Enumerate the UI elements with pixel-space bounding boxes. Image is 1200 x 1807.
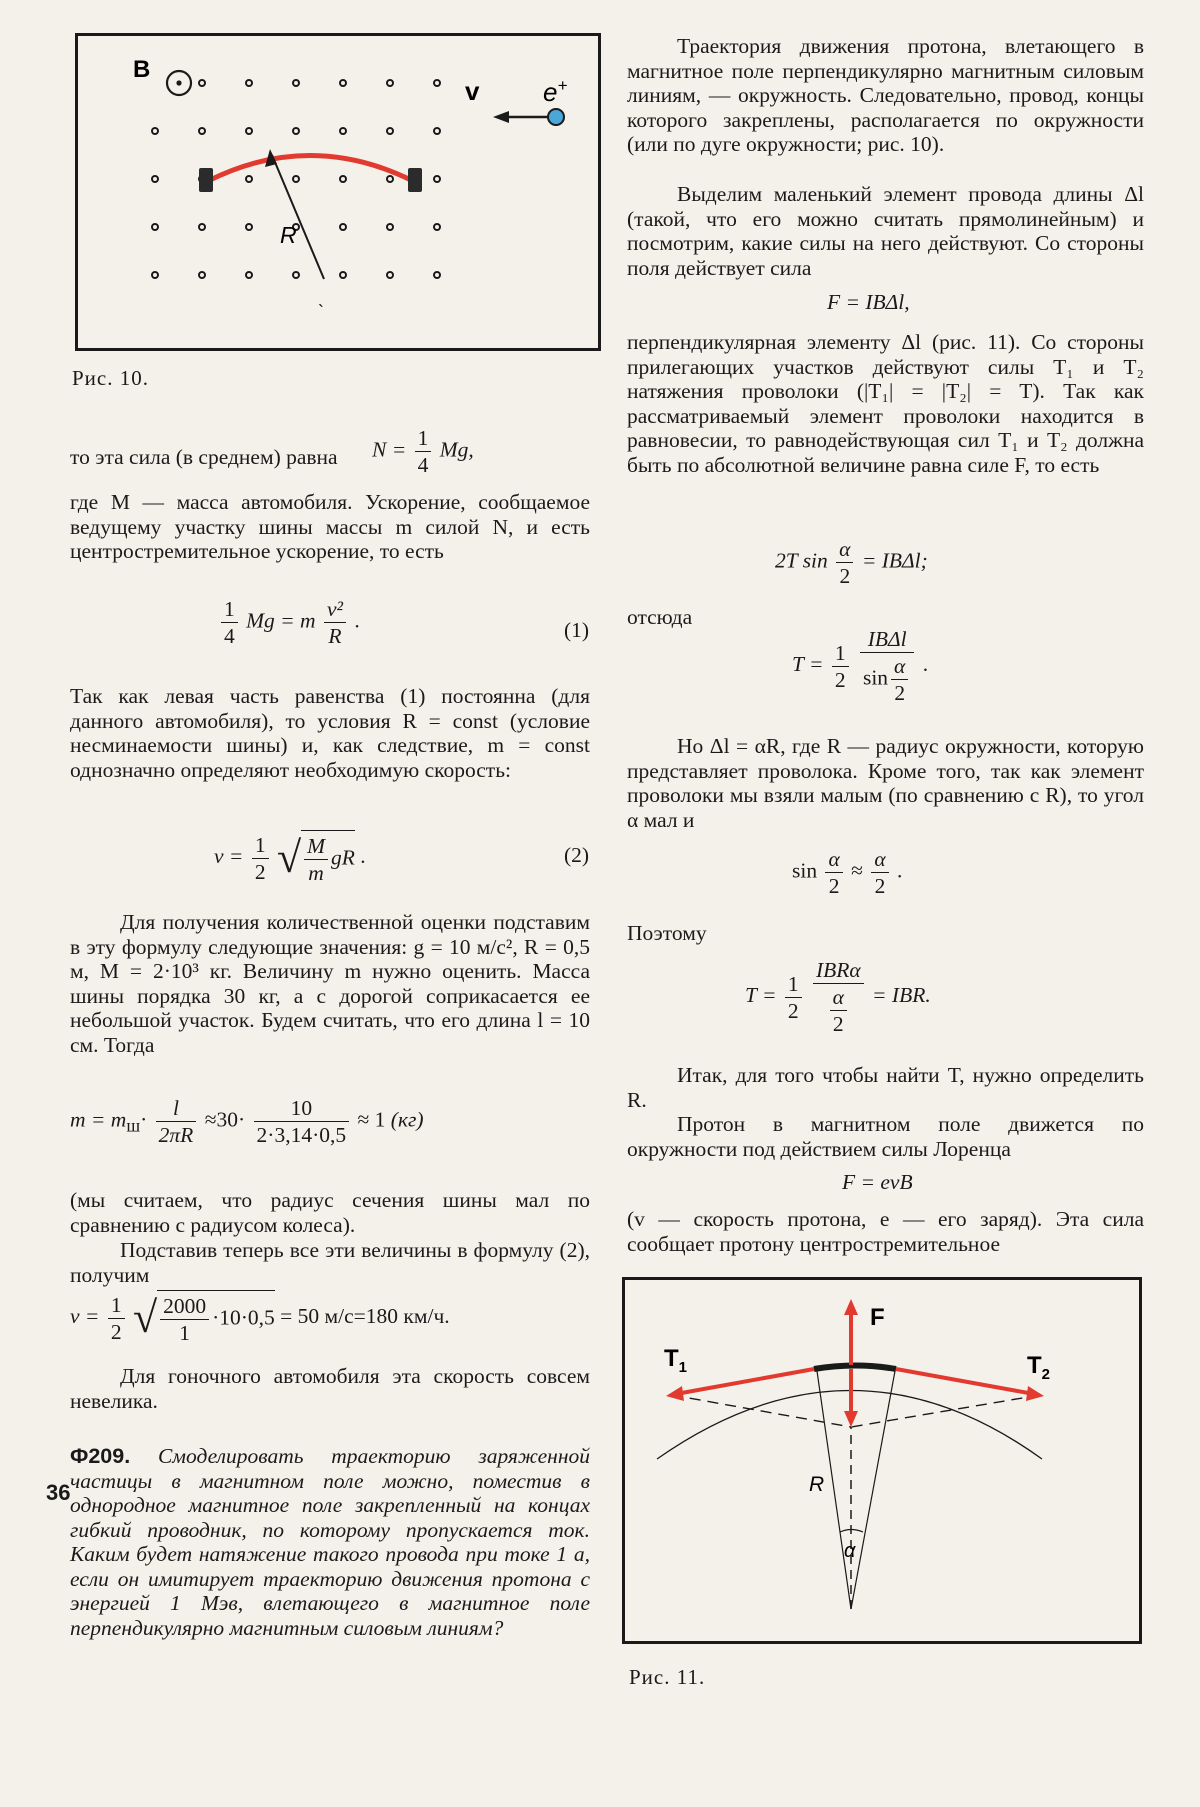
task-number: Ф209. — [70, 1444, 131, 1468]
right-paragraph-3: перпендикулярная элементу Δl (рис. 11). Со стороны прилегающих участков действуют силы T₁ и T₂ натяжения проволоки (|T₁| = |T₂| = T). Так как рассматриваемый элемент проволоки находится в равновесии, то равнодействующая сил T₁ и T₂ должна быть по абсолютной величине равна силе F, то есть — [627, 330, 1144, 477]
label-r: R — [280, 222, 297, 248]
equation-4: v = $\frac{1}{2}$ √ $\frac{2000}{1}$ ·10·0,5 = 50 м/с=180 км/ч. — [70, 1290, 450, 1346]
equation-2-number: (2) — [564, 843, 590, 867]
equation-2: v = $\frac{1}{2}$ √ $\frac{M}{m}$ gR . — [214, 830, 366, 886]
b-field-symbol-dot — [176, 80, 181, 85]
figure-10-caption: Рис. 10. — [72, 366, 149, 390]
field-dot — [340, 128, 346, 134]
force-t1-head — [666, 1386, 684, 1401]
field-dot — [387, 128, 393, 134]
stray-mark: ` — [318, 302, 324, 322]
task-f209 — [70, 1444, 590, 1640]
field-dot — [199, 224, 205, 230]
field-dot — [152, 176, 158, 182]
equation-7: sin $\frac{\alpha}{2}$ ≈ $\frac{\alpha}{2}$ . — [792, 847, 903, 898]
right-paragraph-7: (v — скорость протона, e — его заряд). Эта сила сообщает протону центростремительное — [627, 1207, 1144, 1256]
field-dot — [246, 176, 252, 182]
force-f-down-head — [844, 1411, 858, 1427]
field-dot — [434, 80, 440, 86]
field-dots — [152, 80, 440, 278]
field-dot — [199, 128, 205, 134]
field-dot — [152, 128, 158, 134]
figure-11-frame — [624, 1279, 1141, 1643]
right-paragraph-6: Протон в магнитном поле движется по окружности под действием силы Лоренца — [627, 1112, 1144, 1161]
label-alpha: α — [844, 1540, 856, 1562]
left-paragraph-6: Для гоночного автомобиля эта скорость совсем невелика. — [70, 1364, 590, 1413]
label-v: v — [465, 76, 480, 106]
radius-line — [272, 155, 324, 279]
field-dot — [434, 128, 440, 134]
label-r11: R — [809, 1473, 825, 1496]
field-dot — [340, 272, 346, 278]
left-clamp — [199, 168, 213, 192]
label-t1: $T_1$ — [664, 1345, 688, 1376]
force-t1 — [676, 1369, 814, 1394]
field-dot — [246, 128, 252, 134]
force-t2-head — [1026, 1386, 1044, 1401]
field-dot — [340, 176, 346, 182]
equation-5: 2T sin $\frac{\alpha}{2}$ = IBΔl; — [775, 537, 928, 588]
equation-n: N = $\frac{1}{4}$ Mg, — [372, 426, 474, 477]
right-clamp — [408, 168, 422, 192]
label-e: e+ — [543, 76, 568, 107]
equation-3: $m = m_ш\cdot$ $\frac{l}{2\pi R}$ ≈30· $\frac{10}{2\cdot 3,14\cdot 0,5}$ ≈ 1 (кг) — [70, 1096, 424, 1147]
equation-1: $\frac{1}{4}$ Mg = m $\frac{\text{v²}}{R}$ . — [218, 596, 360, 649]
right-paragraph-5: Итак, для того чтобы найти T, нужно определить R. — [627, 1063, 1144, 1112]
field-dot — [152, 224, 158, 230]
force-f-up-head — [844, 1299, 858, 1315]
left-paragraph-5: Подставив теперь все эти величины в формулу (2), получим — [70, 1238, 590, 1287]
equation-6: T = $\frac{1}{2}$ IBΔl sin $\frac{\alpha}{2}$ . — [792, 627, 929, 705]
field-dot — [246, 272, 252, 278]
task-text: Смоделировать траекторию заряженной частицы в магнитном поле можно, поместив в однородное магнитное поле закрепленный на концах гибкий проводник, по которому пропускается ток. Каким будет натяжение такого провода при токе 1 а, если он имитирует траекторию движения протона с энергией 1 Мэв, влетающего в магнитное поле перпендикулярно магнитным силовым линиям? — [70, 1444, 591, 1640]
force-t2 — [896, 1369, 1034, 1394]
field-dot — [246, 80, 252, 86]
equation-f: F = IBΔl, — [827, 290, 910, 314]
right-paragraph-4: Но Δl = αR, где R — радиус окружности, которую представляет проволока. Кроме того, так как элемент проволоки мы взяли малым (по сравнению с R), то угол α мал и — [627, 734, 1144, 832]
left-paragraph-3: Для получения количественной оценки подставим в эту формулу следующие значения: g = 10 м/с², R = 0,5 м, M = 2·10³ кг. Величину m нужно оценить. Масса шины порядка 30 кг, а с дорогой соприкасается ее небольшой участок. Будем считать, что его длина l = 10 см. Тогда — [70, 910, 590, 1057]
field-dot — [387, 80, 393, 86]
field-dot — [434, 224, 440, 230]
wire-element — [814, 1366, 896, 1370]
velocity-arrowhead — [493, 111, 509, 123]
figure-10 — [75, 33, 602, 353]
field-dot — [387, 272, 393, 278]
field-dot — [387, 224, 393, 230]
equation-1-number: (1) — [564, 618, 590, 642]
dash-right — [851, 1395, 1040, 1427]
field-dot — [152, 272, 158, 278]
word-otsyuda: отсюда — [627, 605, 693, 629]
field-dot — [387, 176, 393, 182]
right-paragraph-2: Выделим маленький элемент провода длины Δl (такой, что его можно считать прямолинейным) и посмотрим, какие силы на него действуют. Со стороны поля действует сила — [627, 182, 1144, 280]
field-dot — [340, 224, 346, 230]
left-paragraph-2: Так как левая часть равенства (1) постоянна (для данного автомобиля), то условия R = const (условие несминаемости шины) и, как следствие, m = const однозначно определяют необходимую скорость: — [70, 684, 590, 782]
right-paragraph-1: Траектория движения протона, влетающего в магнитное поле перпендикулярно магнитным силовым линиям, — окружность. Следовательно, провод, концы которого закреплены, располагается по окружности (или по дуге окружности; рис. 10). — [627, 34, 1144, 156]
proton-dot — [548, 109, 564, 125]
page-number: 36 — [46, 1480, 71, 1505]
field-dot — [293, 80, 299, 86]
label-b: B — [133, 56, 151, 83]
field-dot — [434, 176, 440, 182]
label-f: F — [870, 1304, 885, 1331]
field-dot — [293, 272, 299, 278]
field-dot — [246, 224, 252, 230]
field-dot — [340, 80, 346, 86]
label-t2: $T_2$ — [1027, 1352, 1051, 1383]
left-paragraph-1: где M — масса автомобиля. Ускорение, сообщаемое ведущему участку шины массы m силой N, и есть центростремительное ускорение, то есть — [70, 490, 590, 563]
left-paragraph-4: (мы считаем, что радиус сечения шины мал по сравнению с радиусом колеса). — [70, 1188, 590, 1237]
field-dot — [199, 80, 205, 86]
radius-right — [851, 1371, 895, 1609]
field-dot — [199, 272, 205, 278]
wire-arc — [208, 156, 413, 182]
word-poetomu: Поэтому — [627, 921, 707, 945]
field-dot — [434, 272, 440, 278]
equation-lorentz: F = evB — [842, 1170, 913, 1194]
dash-left — [672, 1395, 851, 1427]
left-line-1: то эта сила (в среднем) равна — [70, 445, 338, 469]
figure-10-frame — [77, 35, 600, 350]
figure-11-caption: Рис. 11. — [629, 1665, 706, 1689]
equation-8: T = $\frac{1}{2}$ $\frac{\text{IBRα}}{\frac{\alpha}{2}}$ = IBR. — [745, 958, 931, 1036]
figure-11 — [622, 1277, 1142, 1644]
field-dot — [293, 128, 299, 134]
field-dot — [293, 176, 299, 182]
